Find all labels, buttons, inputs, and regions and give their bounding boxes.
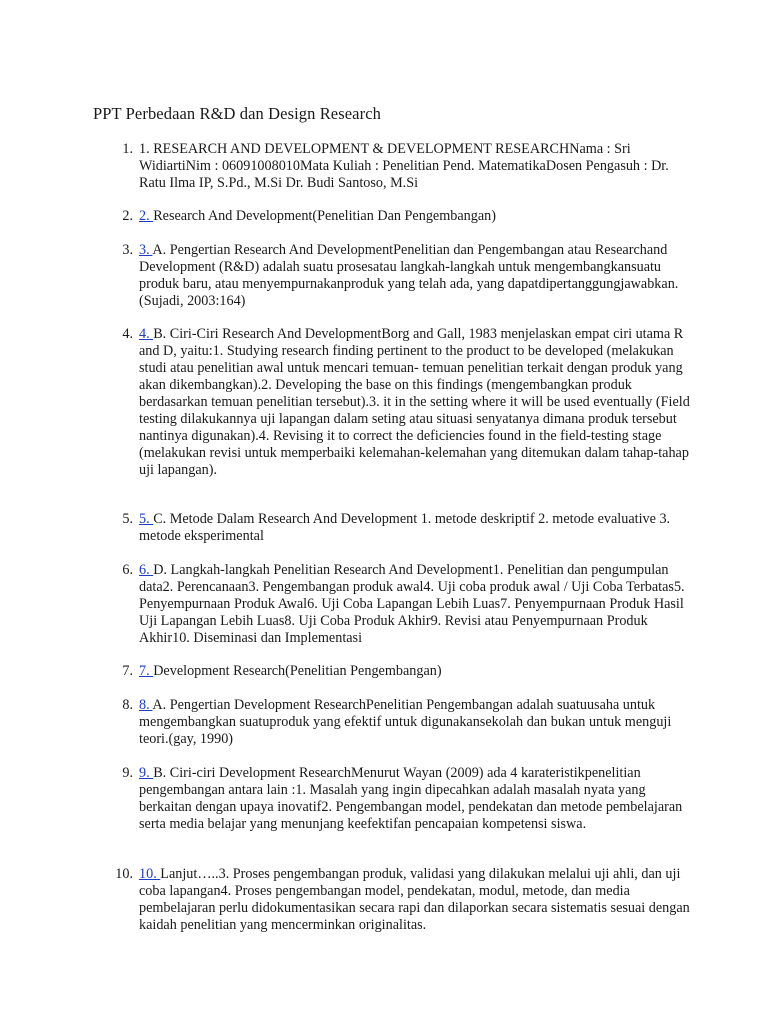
item-number: 8.	[122, 697, 133, 713]
item-text: C. Metode Dalam Research And Development 1. metode deskriptif 2. metode evaluative 3. metode eksperimental	[139, 511, 671, 544]
item-link[interactable]: 6.	[139, 562, 154, 578]
item-text: A. Pengertian Research And DevelopmentPenelitian dan Pengembangan atau Researchand Development (R&D) adalah suatu prosesatau langkah-langkah untuk mengembangkansuatu produk baru, atau menyempurnakanproduk yang telah ada, yang dapatdipertanggungjawabkan. (Sujadi, 2003:164)	[139, 242, 679, 309]
item-link[interactable]: 9.	[139, 765, 154, 781]
item-number: 1.	[122, 141, 133, 157]
item-number: 10.	[115, 866, 133, 882]
item-text: Lanjut…..3. Proses pengembangan produk, validasi yang dilakukan melalui uji ahli, dan uji coba lapangan4. Proses pengembangan model, pendekatan, modul, metode, dan media pembelajaran perlu didokumentasikan secara rapi dan dilaporkan secara sistematis sesuai dengan kaidah penelitian yang mencerminkan originalitas.	[139, 866, 690, 933]
item-text: 1. RESEARCH AND DEVELOPMENT & DEVELOPMENT RESEARCHNama : Sri WidiartiNim : 06091008010Mata Kuliah : Penelitian Pend. MatematikaDosen Pengasuh : Dr. Ratu Ilma IP, S.Pd., M.Si Dr. Budi Santoso, M.Si	[139, 141, 669, 191]
item-text: D. Langkah-langkah Penelitian Research And Development1. Penelitian dan pengumpulan data2. Perencanaan3. Pengembangan produk awal4. Uji coba produk awal / Uji Coba Terbatas5. Penyempurnaan Produk Awal6. Uji Coba Lapangan Lebih Luas7. Penyempurnaan Produk Hasil Uji Lapangan Lebih Luas8. Uji Coba Produk Akhir9. Revisi atau Penyempurnaan Produk Akhir10. Diseminasi dan Implementasi	[139, 562, 685, 646]
item-number: 7.	[122, 663, 133, 679]
item-link[interactable]: 2.	[139, 208, 154, 224]
item-number: 9.	[122, 765, 133, 781]
item-link[interactable]: 3.	[139, 242, 153, 258]
item-text: B. Ciri-ciri Development ResearchMenurut Wayan (2009) ada 4 karateristikpenelitian pengembangan antara lain :1. Masalah yang ingin dipecahkan adalah masalah nyata yang berkaitan dengan upaya inovatif2. Pengembangan model, pendekatan dan metode pembelajaran serta media belajar yang menunjang keefektifan pencapaian kompetensi siswa.	[139, 765, 683, 832]
item-text: A. Pengertian Development ResearchPenelitian Pengembangan adalah suatuusaha untuk mengembangkan suatuproduk yang efektif untuk digunakansekolah dan bukan untuk menguji teori.(gay, 1990)	[139, 697, 672, 747]
item-text: B. Ciri-Ciri Research And DevelopmentBorg and Gall, 1983 menjelaskan empat ciri utama R and D, yaitu:1. Studying research finding pertinent to the product to be developed (melakukan studi atau penelitian awal untuk mencari temuan- temuan penelitian terkait dengan produk yang akan dikembangkan).2. Developing the base on this findings (mengembangkan produk berdasarkan temuan penelitian tersebut).3. it in the setting where it will be used eventually (Field testing dilakukannya uji lapangan dalam seting atau situasi senyatanya dimana produk tersebut nantinya digunakan).4. Revising it to correct the deficiencies found in the field-testing stage (melakukan revisi untuk memperbaiki kelemahan-kelemahan yang ditemukan dalam tahap-tahap uji lapangan).	[139, 326, 690, 478]
item-number: 6.	[122, 562, 133, 578]
item-link[interactable]: 7.	[139, 663, 154, 679]
item-number: 4.	[122, 326, 133, 342]
item-link[interactable]: 10.	[139, 866, 161, 882]
document-title: PPT Perbedaan R&D dan Design Research	[93, 104, 381, 123]
item-link[interactable]: 4.	[139, 326, 154, 342]
item-link[interactable]: 8.	[139, 697, 153, 713]
item-number: 2.	[122, 208, 133, 224]
item-text: Research And Development(Penelitian Dan Pengembangan)	[153, 208, 496, 224]
item-text: Development Research(Penelitian Pengembangan)	[153, 663, 442, 679]
item-number: 5.	[122, 511, 133, 527]
item-link[interactable]: 5.	[139, 511, 154, 527]
item-number: 3.	[122, 242, 133, 258]
